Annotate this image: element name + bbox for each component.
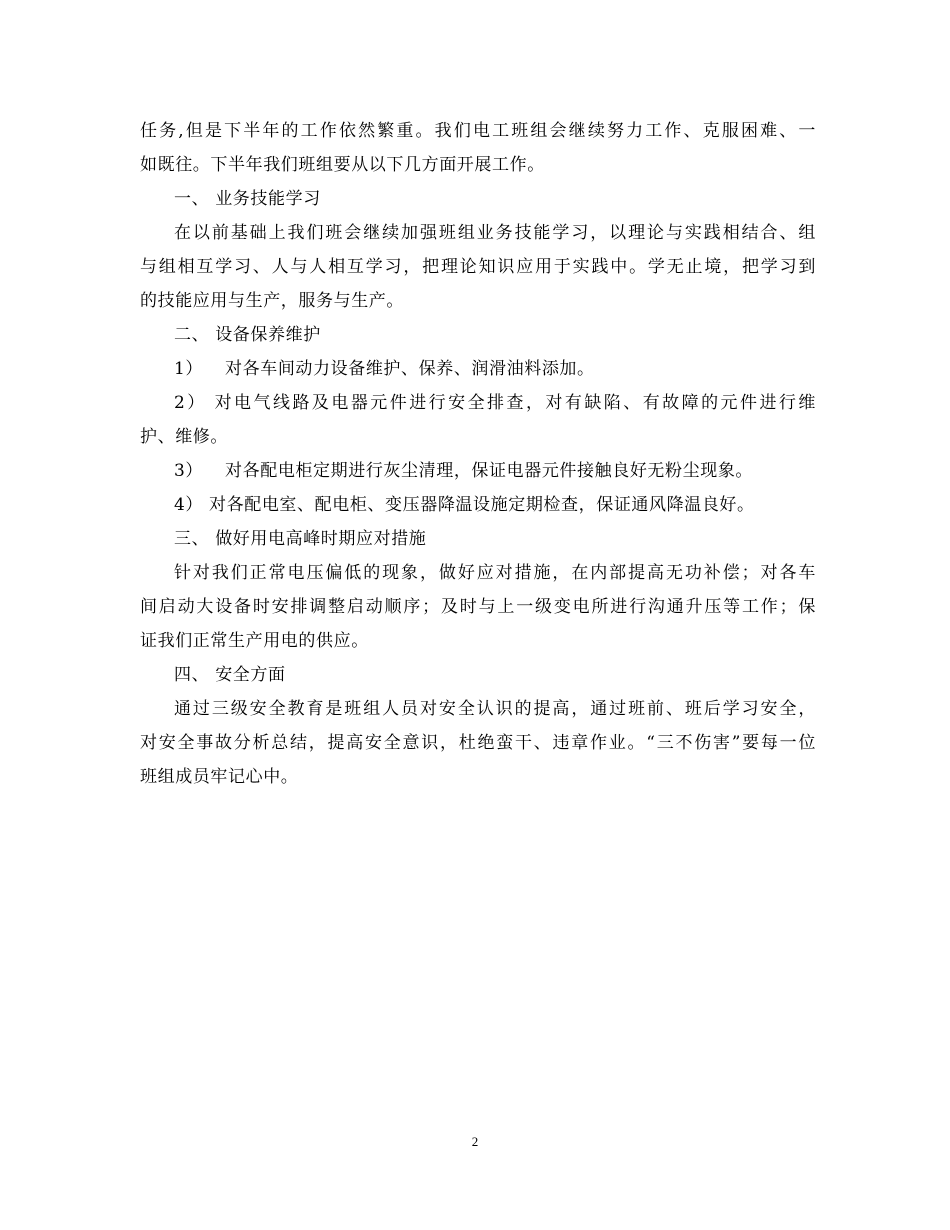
list-item: [140, 454, 816, 488]
paragraph-line: 在以前基础上我们班会继续加强班组业务技能学习，以理论与实践相结合、组: [174, 223, 816, 243]
paragraph-line: 与组相互学习、人与人相互学习，把理论知识应用于实践中。学无止境，把学习到: [140, 257, 816, 277]
paragraph-line: 班组成员牢记心中。: [140, 767, 299, 787]
paragraph-line: 对安全事故分析总结，提高安全意识，杜绝蛮干、违章作业。“三不伤害”要每一位: [140, 733, 816, 753]
section-heading-safety: 四、 安全方面: [174, 665, 286, 685]
page-number: 2: [471, 1134, 479, 1149]
list-item: 2） 对电气线路及电器元件进行安全排查，对有缺陷、有故障的元件进行维: [174, 393, 816, 413]
paragraph-line: 间启动大设备时安排调整启动顺序；及时与上一级变电所进行沟通升压等工作；保: [140, 597, 816, 617]
list-item-text: 对各配电柜定期进行灰尘清理，保证电器元件接触良好无粉尘现象。: [225, 461, 754, 481]
list-item: [140, 352, 816, 386]
paragraph-line: 的技能应用与生产，服务与生产。: [140, 291, 404, 311]
document-body: [140, 114, 816, 794]
list-item: 4） 对各配电室、配电柜、变压器降温设施定期检查，保证通风降温良好。: [174, 495, 755, 515]
section-heading-business-skills: 一、 业务技能学习: [174, 189, 321, 209]
paragraph-line: 针对我们正常电压偏低的现象，做好应对措施，在内部提高无功补偿；对各车: [174, 563, 816, 583]
paragraph-line: 通过三级安全教育是班组人员对安全认识的提高，通过班前、班后学习安全，: [174, 699, 816, 719]
paragraph-line: 任务,但是下半年的工作依然繁重。我们电工班组会继续努力工作、克服困难、一: [140, 121, 816, 141]
list-item-number: 1）: [174, 359, 204, 379]
paragraph-line: 证我们正常生产用电的供应。: [140, 631, 369, 651]
paragraph-line: 如既往。下半年我们班组要从以下几方面开展工作。: [140, 155, 545, 175]
paragraph-line: 护、维修。: [140, 427, 228, 447]
section-heading-peak-measures: 三、 做好用电高峰时期应对措施: [174, 529, 427, 549]
section-heading-equipment-maintenance: 二、 设备保养维护: [174, 325, 321, 345]
list-item-text: 对各车间动力设备维护、保养、润滑油料添加。: [225, 359, 595, 379]
list-item-number: 3）: [174, 461, 204, 481]
